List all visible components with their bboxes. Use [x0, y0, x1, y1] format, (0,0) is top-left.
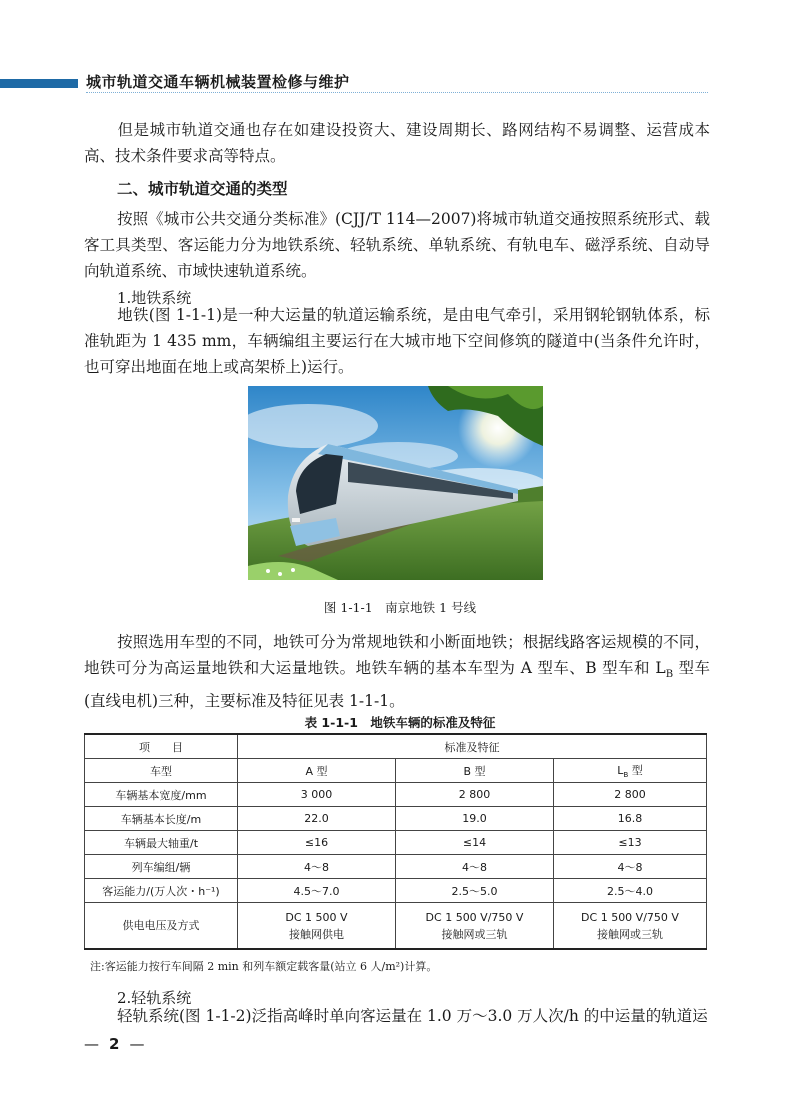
paragraph-metro-text: 地铁(图 1-1-1)是一种大运量的轨道运输系统，是由电气牵引，采用钢轮钢轨体系，标准轨距为 1 435 mm，车辆编组主要运行在大城市地下空间修筑的隧道中(当条件允许时，也可穿出地面在地上或高架桥上)运行。 [84, 306, 710, 376]
paragraph-metro-types [84, 629, 710, 714]
subscript-b: B [665, 669, 674, 681]
figure-caption: 图 1-1-1 南京地铁 1 号线 [323, 600, 477, 615]
cell-a: 3 000 [238, 783, 396, 807]
cell-b: B 型 [396, 759, 554, 783]
table-row [85, 855, 707, 879]
cell-b: 19.0 [396, 807, 554, 831]
section-heading: 二、城市轨道交通的类型 [117, 180, 288, 198]
table-row [85, 759, 707, 783]
cell-a [238, 903, 396, 950]
paragraph-classification [84, 206, 710, 284]
row-label: 客运能力/(万人次・h⁻¹) [85, 879, 238, 903]
cell-a: 22.0 [238, 807, 396, 831]
page-number [84, 1035, 144, 1053]
row-label: 车辆基本宽度/mm [85, 783, 238, 807]
header-group: 标准及特征 [238, 734, 707, 759]
paragraph-light-rail [84, 1003, 710, 1029]
row-label: 车辆基本长度/m [85, 807, 238, 831]
cell-b: 2 800 [396, 783, 554, 807]
cell-a-line1: DC 1 500 V [285, 910, 348, 924]
cell-b-line2: 接触网或三轨 [441, 927, 508, 941]
cell-c [554, 903, 707, 950]
cell-b: 2.5～5.0 [396, 879, 554, 903]
cell-c: 2 800 [554, 783, 707, 807]
paragraph-metro-types-text: 按照选用车型的不同，地铁可分为常规地铁和小断面地铁；根据线路客运规模的不同，地铁可分为高运量地铁和大运量地铁。地铁车辆的基本车型为 A 型车、B 型车和 L [84, 633, 710, 677]
paragraph-light-rail-text: 轻轨系统(图 1-1-2)泛指高峰时单向客运量在 1.0 万～3.0 万人次/h 的中运量的轨道运 [117, 1007, 708, 1025]
row-label: 车型 [85, 759, 238, 783]
paragraph-metro [84, 302, 710, 380]
header-dotted-rule [86, 92, 708, 93]
cell-c-subscript: B [623, 770, 629, 780]
cell-a: 4～8 [238, 855, 396, 879]
cell-a-line2: 接触网供电 [289, 927, 344, 941]
table-row [85, 783, 707, 807]
running-header-title: 城市轨道交通车辆机械装置检修与维护 [86, 73, 350, 91]
table-caption: 表 1-1-1 地铁车辆的标准及特征 [304, 715, 496, 730]
cell-c-line1: DC 1 500 V/750 V [581, 910, 679, 924]
cell-c: 4～8 [554, 855, 707, 879]
cell-c-line2: 接触网或三轨 [597, 927, 663, 941]
row-label: 车辆最大轴重/t [85, 831, 238, 855]
row-label: 供电电压及方式 [85, 903, 238, 950]
subheading-metro: 1.地铁系统 [117, 289, 192, 307]
page-dash-right: — [129, 1035, 145, 1053]
cell-b: 4～8 [396, 855, 554, 879]
subheading-light-rail: 2.轻轨系统 [117, 989, 192, 1007]
cell-c [554, 759, 707, 783]
paragraph-intro-text: 但是城市轨道交通也存在如建设投资大、建设周期长、路网结构不易调整、运营成本高、技术条件要求高等特点。 [84, 121, 710, 165]
header-item: 项 目 [85, 734, 238, 759]
cell-c: 16.8 [554, 807, 707, 831]
header-accent-bar [0, 79, 78, 88]
paragraph-classification-text: 按照《城市公共交通分类标准》(CJJ/T 114—2007)将城市轨道交通按照系统形式、载客工具类型、客运能力分为地铁系统、轻轨系统、单轨系统、有轨电车、磁浮系统、自动导向轨道系统、市域快速轨道系统。 [84, 210, 710, 280]
cell-b: ≤14 [396, 831, 554, 855]
cell-c: 2.5～4.0 [554, 879, 707, 903]
paragraph-metro-types-text-tail: 型车(直线电机)三种，主要标准及特征见表 1-1-1。 [84, 659, 710, 711]
cell-c-tail: 型 [628, 763, 643, 777]
cell-a: ≤16 [238, 831, 396, 855]
cell-c: ≤13 [554, 831, 707, 855]
metro-train-photo [248, 386, 543, 580]
paragraph-intro [84, 117, 710, 169]
row-label: 列车编组/辆 [85, 855, 238, 879]
cell-a: 4.5～7.0 [238, 879, 396, 903]
table-header-row [85, 734, 707, 759]
cell-b [396, 903, 554, 950]
cell-c-text: L [617, 763, 624, 777]
table-row [85, 879, 707, 903]
page-number-value: 2 [109, 1035, 120, 1053]
table-row [85, 903, 707, 950]
table-row [85, 831, 707, 855]
table-note: 注:客运能力按行车间隔 2 min 和列车额定载客量(站立 6 人/m²)计算。 [90, 960, 438, 973]
table-row [85, 807, 707, 831]
metro-spec-table [84, 733, 707, 950]
cell-a: A 型 [238, 759, 396, 783]
page-dash-left: — [84, 1035, 99, 1053]
cell-b-line1: DC 1 500 V/750 V [425, 910, 524, 924]
